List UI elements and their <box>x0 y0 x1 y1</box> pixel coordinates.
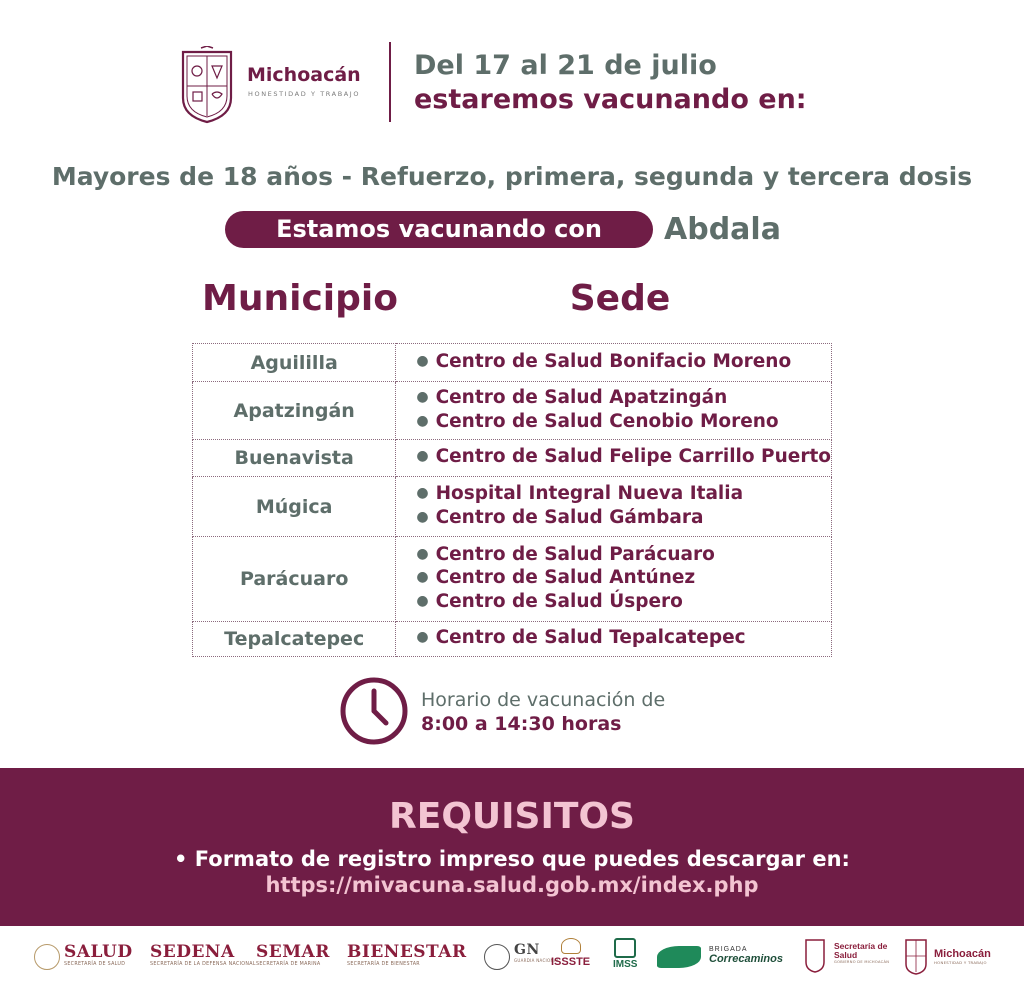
sede-item: ● Centro de Salud Úspero <box>416 590 683 612</box>
table-row <box>193 382 832 440</box>
registration-link[interactable]: https://mivacuna.salud.gob.mx/index.php <box>265 873 759 897</box>
sede-cell <box>396 344 832 382</box>
table-row <box>193 537 832 622</box>
requirements-text: • Formato de registro impreso que puedes descargar en: <box>174 847 850 871</box>
sede-item: ● Centro de Salud Cenobio Moreno <box>416 410 779 432</box>
bullet-icon: ● <box>416 389 429 405</box>
sede-cell <box>396 537 832 622</box>
table-row <box>193 440 832 477</box>
column-header-sede: Sede <box>569 278 671 319</box>
logo-salud: SALUD SECRETARÍA DE SALUD <box>64 942 133 967</box>
bullet-icon: ● <box>416 448 429 465</box>
table-row <box>193 477 832 537</box>
logo-bienestar: BIENESTAR SECRETARÍA DE BIENESTAR <box>347 942 467 967</box>
brand-tagline: HONESTIDAD Y TRABAJO <box>248 90 361 98</box>
sede-item: ● Centro de Salud Tepalcatepec <box>416 627 746 649</box>
issste-emblem-icon <box>561 938 581 954</box>
michoacan-shield-icon <box>179 46 235 124</box>
subtitle: Mayores de 18 años - Refuerzo, primera, segunda y tercera dosis <box>51 162 973 191</box>
requirements-band <box>0 768 1024 926</box>
sede-item: ● Centro de Salud Parácuaro <box>416 543 715 565</box>
brand-name: Michoacán <box>247 64 361 86</box>
sede-item: ● Centro de Salud Felipe Carrillo Puerto <box>416 446 831 468</box>
column-header-municipio: Municipio <box>202 278 398 319</box>
clock-icon <box>340 677 408 745</box>
bullet-icon: ● <box>416 412 429 429</box>
imss-emblem-icon <box>614 938 636 958</box>
logo-secretaria-salud: Secretaría de Salud GOBIERNO DE MICHOACÁN <box>834 941 890 964</box>
date-line: Del 17 al 21 de julio <box>414 50 717 81</box>
sede-item: ● Hospital Integral Nueva Italia <box>416 483 744 504</box>
municipio-cell: Múgica <box>193 477 396 537</box>
logo-gn: GN GUARDIA NACIONAL <box>514 942 560 963</box>
sede-item: ● Centro de Salud Gámbara <box>416 506 704 528</box>
logo-semar: SEMAR SECRETARÍA DE MARINA <box>256 942 330 967</box>
municipio-cell: Apatzingán <box>193 382 396 440</box>
logo-sedena: SEDENA SECRETARÍA DE LA DEFENSA NACIONAL <box>150 942 256 967</box>
hours-label: Horario de vacunación de <box>421 689 666 711</box>
table-row <box>193 622 832 657</box>
sede-item: ● Centro de Salud Bonifacio Moreno <box>416 350 792 372</box>
sede-cell <box>396 382 832 440</box>
gn-seal-icon <box>484 944 510 970</box>
bullet-icon: ● <box>416 485 429 501</box>
logo-imss: IMSS <box>613 938 637 970</box>
vaccination-sites-table <box>192 343 832 657</box>
bullet-icon: ● <box>416 629 429 646</box>
sede-cell <box>396 440 832 477</box>
sede-item: ● Centro de Salud Apatzingán <box>416 387 728 408</box>
footer-logos <box>0 930 1024 992</box>
bullet-icon: ● <box>416 545 429 562</box>
requirements-title: REQUISITOS <box>389 796 635 837</box>
municipio-cell: Buenavista <box>193 440 396 477</box>
municipio-cell: Aguililla <box>193 344 396 382</box>
secretaria-shield-icon <box>804 938 826 974</box>
header <box>0 38 1024 128</box>
municipio-cell: Tepalcatepec <box>193 622 396 657</box>
sede-item: ● Centro de Salud Antúnez <box>416 567 696 589</box>
logo-issste: ISSSTE <box>551 938 590 968</box>
bullet-icon: ● <box>416 352 429 369</box>
bullet-icon: ● <box>416 592 429 609</box>
sede-cell <box>396 477 832 537</box>
vaccine-pill: Estamos vacunando con <box>225 211 653 248</box>
logo-michoacan-footer: Michoacán HONESTIDAD Y TRABAJO <box>934 948 991 965</box>
correcaminos-bird-icon <box>657 946 701 968</box>
vaccine-name: Abdala <box>664 212 781 247</box>
michoacan-footer-shield-icon <box>904 938 928 976</box>
headline: estaremos vacunando en: <box>414 84 807 115</box>
hours-value: 8:00 a 14:30 horas <box>421 713 622 735</box>
sede-cell <box>396 622 832 657</box>
bullet-icon: ● <box>416 569 429 586</box>
municipio-cell: Parácuaro <box>193 537 396 622</box>
salud-seal-icon <box>34 944 60 970</box>
table-row <box>193 344 832 382</box>
logo-brigada-correcaminos: BRIGADA Correcaminos <box>709 946 783 965</box>
bullet-icon: ● <box>416 508 429 525</box>
header-divider <box>389 42 391 122</box>
